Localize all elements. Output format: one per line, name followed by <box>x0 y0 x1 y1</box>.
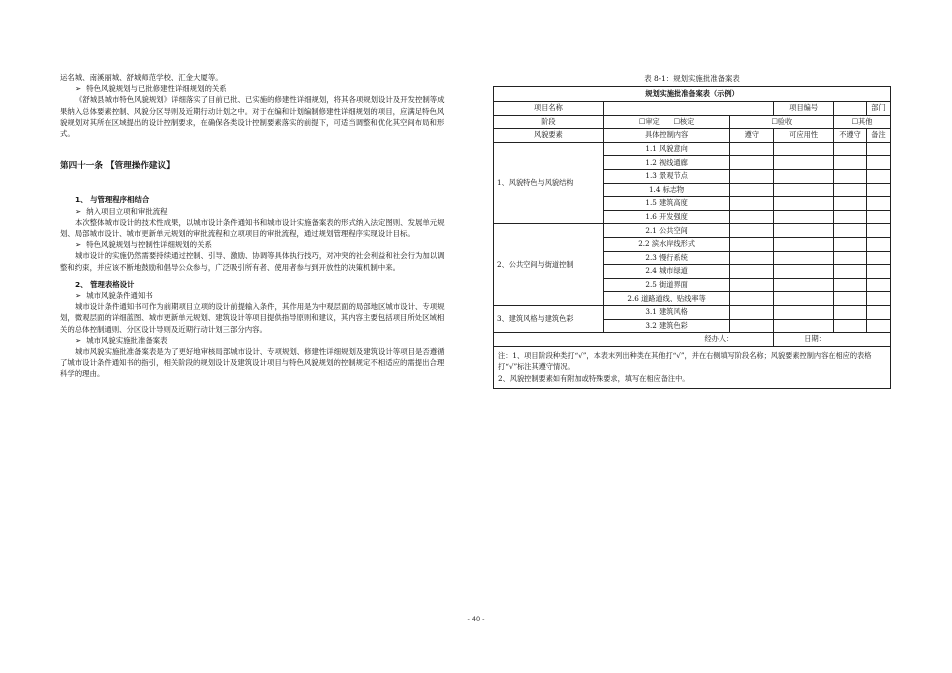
remark-cell[interactable] <box>867 278 891 292</box>
control-item: 1.4 标志物 <box>603 183 730 197</box>
comply-cell[interactable] <box>730 319 774 333</box>
control-item: 1.1 风貌意向 <box>603 142 730 156</box>
column-header: 可应用性 <box>774 129 834 143</box>
control-item: 2.6 道路道线、贴线率等 <box>603 292 730 306</box>
remark-cell[interactable] <box>867 142 891 156</box>
noncomply-cell[interactable] <box>834 305 867 319</box>
control-item: 1.2 视线通廊 <box>603 156 730 170</box>
project-no-label: 项目编号 <box>774 102 834 116</box>
comply-cell[interactable] <box>730 169 774 183</box>
bullet-item <box>60 239 450 250</box>
paragraph: 运名城、南溪丽城、舒城师范学校、汇金大厦等。 <box>60 73 223 82</box>
comply-cell[interactable] <box>730 183 774 197</box>
column-header: 备注 <box>867 129 891 143</box>
bullet-item <box>60 83 450 94</box>
note-line: 2、风貌控制要素如有附加或特殊要求，填写在相应备注中。 <box>498 373 690 383</box>
control-item: 3.1 建筑风格 <box>603 305 730 319</box>
element-group-label: 2、公共空间与街道控制 <box>494 224 604 306</box>
paragraph: 城市设计条件通知书可作为前期项目立项的设计前提输入条件，其作用是为中观层面的局部地区城市设计、专项规划，微观层面的详细蓝图、城市更新单元规划、建筑设计等项目提供指导原则和建议，其内容主要包括项目所处区域相关的总体控制通则、分区设计导则及近期行动计划三部分内容。 <box>60 302 445 334</box>
remark-cell[interactable] <box>867 237 891 251</box>
date-label: 日期： <box>774 333 891 347</box>
noncomply-cell[interactable] <box>834 210 867 224</box>
bullet-text: 特色风貌规划与控制性详细规划的关系 <box>86 240 212 250</box>
page-number: - 40 - <box>467 615 485 623</box>
comply-cell[interactable] <box>730 197 774 211</box>
remark-cell[interactable] <box>867 292 891 306</box>
element-group-label: 3、建筑风格与建筑色彩 <box>494 305 604 332</box>
article-heading: 第四十一条 【管理操作建议】 <box>60 161 175 172</box>
column-header: 具体控制内容 <box>603 129 730 143</box>
comply-cell[interactable] <box>730 210 774 224</box>
remark-cell[interactable] <box>867 169 891 183</box>
paragraph: 本次整体城市设计的技术性成果，以城市设计条件通知书和城市设计实施备案表的形式纳入法定图则、发展单元规划、局部城市设计、城市更新单元规划的审批流程和立项项目的审批流程，通过规划管理程序实现设计目标。 <box>60 217 445 239</box>
noncomply-cell[interactable] <box>834 292 867 306</box>
project-name-label: 项目名称 <box>494 102 604 116</box>
arrow-bullet-icon: ➢ <box>75 84 82 94</box>
bullet-item <box>60 335 450 346</box>
table-row <box>494 142 891 156</box>
applicability-cell[interactable] <box>774 210 834 224</box>
comply-cell[interactable] <box>730 278 774 292</box>
remark-cell[interactable] <box>867 305 891 319</box>
comply-cell[interactable] <box>730 265 774 279</box>
remark-cell[interactable] <box>867 183 891 197</box>
paragraph: 城市风貌实施批准备案表是为了更好地审核局部城市设计、专项规划、修建性详细规划及建筑设计等项目是否遵循了城市设计条件通知书的指引，相关阶段的规划设计及建筑设计项目与特色风貌规划的控制规定不相适应的需提出合理科学的理由。 <box>60 347 445 379</box>
control-item: 2.5 街道界面 <box>603 278 730 292</box>
stage-option[interactable]: ☐其他 <box>834 115 891 129</box>
control-item: 2.2 滨水岸线形式 <box>603 237 730 251</box>
comply-cell[interactable] <box>730 142 774 156</box>
noncomply-cell[interactable] <box>834 224 867 238</box>
column-header: 遵守 <box>730 129 774 143</box>
notes-cell <box>494 346 891 389</box>
column-header: 不遵守 <box>834 129 867 143</box>
paragraph: 城市设计的实施仍然需要持续通过控制、引导、激励、协调等具体执行技巧，对冲突的社会利益和社会行为加以调整和约束，并应该不断地鼓励和倡导公众参与，广泛吸引所有者、使用者参与到开放性的决策机制中来。 <box>60 251 445 272</box>
remark-cell[interactable] <box>867 319 891 333</box>
note-line: 注：1、项目阶段种类打“√”，本表末列出种类在其他打“√”，并在右侧填写阶段名称；风貌要素控制内容在相应的表格打“√”标注其遵守情况。 <box>498 350 872 372</box>
remark-cell[interactable] <box>867 156 891 170</box>
noncomply-cell[interactable] <box>834 142 867 156</box>
noncomply-cell[interactable] <box>834 197 867 211</box>
arrow-bullet-icon: ➢ <box>75 291 82 301</box>
applicability-cell[interactable] <box>774 169 834 183</box>
arrow-bullet-icon: ➢ <box>75 335 82 345</box>
noncomply-cell[interactable] <box>834 156 867 170</box>
bullet-text: 城市风貌实施批准备案表 <box>86 335 168 345</box>
noncomply-cell[interactable] <box>834 265 867 279</box>
applicability-cell[interactable] <box>774 142 834 156</box>
applicability-cell[interactable] <box>774 278 834 292</box>
applicability-cell[interactable] <box>774 197 834 211</box>
applicability-cell[interactable] <box>774 265 834 279</box>
remark-cell[interactable] <box>867 197 891 211</box>
control-item: 2.1 公共空间 <box>603 224 730 238</box>
control-item: 2.4 城市绿道 <box>603 265 730 279</box>
bullet-item <box>60 206 450 217</box>
arrow-bullet-icon: ➢ <box>75 240 82 250</box>
stage-option[interactable]: ☐审定 ☐核定 <box>603 115 730 129</box>
section-heading: 1、 与管理程序相结合 <box>75 195 150 205</box>
bullet-text: 城市风貌条件通知书 <box>86 291 153 301</box>
remark-cell[interactable] <box>867 251 891 265</box>
noncomply-cell[interactable] <box>834 251 867 265</box>
remark-cell[interactable] <box>867 210 891 224</box>
comply-cell[interactable] <box>730 251 774 265</box>
stage-option[interactable]: ☐验收 <box>730 115 834 129</box>
applicability-cell[interactable] <box>774 292 834 306</box>
remark-cell[interactable] <box>867 265 891 279</box>
checkbox-icon[interactable]: ☐ <box>638 116 646 126</box>
table-caption: 表 8-1：规划实施批准备案表 <box>644 74 740 83</box>
control-item: 1.5 建筑高度 <box>603 197 730 211</box>
applicability-cell[interactable] <box>774 183 834 197</box>
approval-form-table <box>493 86 891 389</box>
stage-label: 阶段 <box>494 115 604 129</box>
element-group-label: 1、风貌特色与风貌结构 <box>494 142 604 224</box>
bullet-text: 纳入项目立项和审批流程 <box>86 206 168 216</box>
bullet-item <box>60 290 450 301</box>
checkbox-icon[interactable]: ☐ <box>771 116 778 126</box>
applicability-cell[interactable] <box>774 319 834 333</box>
table-row <box>494 224 891 238</box>
checkbox-icon[interactable]: ☐ <box>673 116 680 126</box>
applicability-cell[interactable] <box>774 251 834 265</box>
comply-cell[interactable] <box>730 237 774 251</box>
applicability-cell[interactable] <box>774 156 834 170</box>
comply-cell[interactable] <box>730 292 774 306</box>
noncomply-cell[interactable] <box>834 278 867 292</box>
noncomply-cell[interactable] <box>834 169 867 183</box>
column-header: 风貌要素 <box>494 129 604 143</box>
paragraph: 《舒城县城市特色风貌规划》详细落实了目前已批、已实施的修建性详细规划，将其各项规划设计及开发控制等成果纳入总体要素控制、风貌分区导则及近期行动计划之中。对于在编和计划编制修建性详细规划的项目，应满足特色风貌规划对其所在区域提出的设计控制要求，在确保各类设计控制要素落实的前提下，可适当调整和优化其空间布局和形式。 <box>60 95 445 139</box>
control-item: 3.2 建筑色彩 <box>603 319 730 333</box>
control-item: 2.3 慢行系统 <box>603 251 730 265</box>
project-no-cell[interactable] <box>834 102 867 116</box>
comply-cell[interactable] <box>730 156 774 170</box>
arrow-bullet-icon: ➢ <box>75 206 82 216</box>
left-column <box>60 72 450 380</box>
control-item: 1.3 景观节点 <box>603 169 730 183</box>
noncomply-cell[interactable] <box>834 237 867 251</box>
comply-cell[interactable] <box>730 224 774 238</box>
applicability-cell[interactable] <box>774 224 834 238</box>
checkbox-icon[interactable]: ☐ <box>851 116 859 126</box>
applicability-cell[interactable] <box>774 237 834 251</box>
section-heading: 2、 管理表格设计 <box>75 279 135 289</box>
table-row <box>494 305 891 319</box>
noncomply-cell[interactable] <box>834 319 867 333</box>
applicability-cell[interactable] <box>774 305 834 319</box>
bullet-text: 特色风貌规划与已批修建性详细规划的关系 <box>86 84 227 94</box>
table-title: 规划实施批准备案表（示例） <box>494 87 891 102</box>
project-name-cell[interactable] <box>603 102 773 116</box>
dept-label: 部门 <box>867 102 891 116</box>
noncomply-cell[interactable] <box>834 183 867 197</box>
control-item: 1.6 开发强度 <box>603 210 730 224</box>
comply-cell[interactable] <box>730 305 774 319</box>
handler-label: 经办人： <box>494 333 774 347</box>
remark-cell[interactable] <box>867 224 891 238</box>
